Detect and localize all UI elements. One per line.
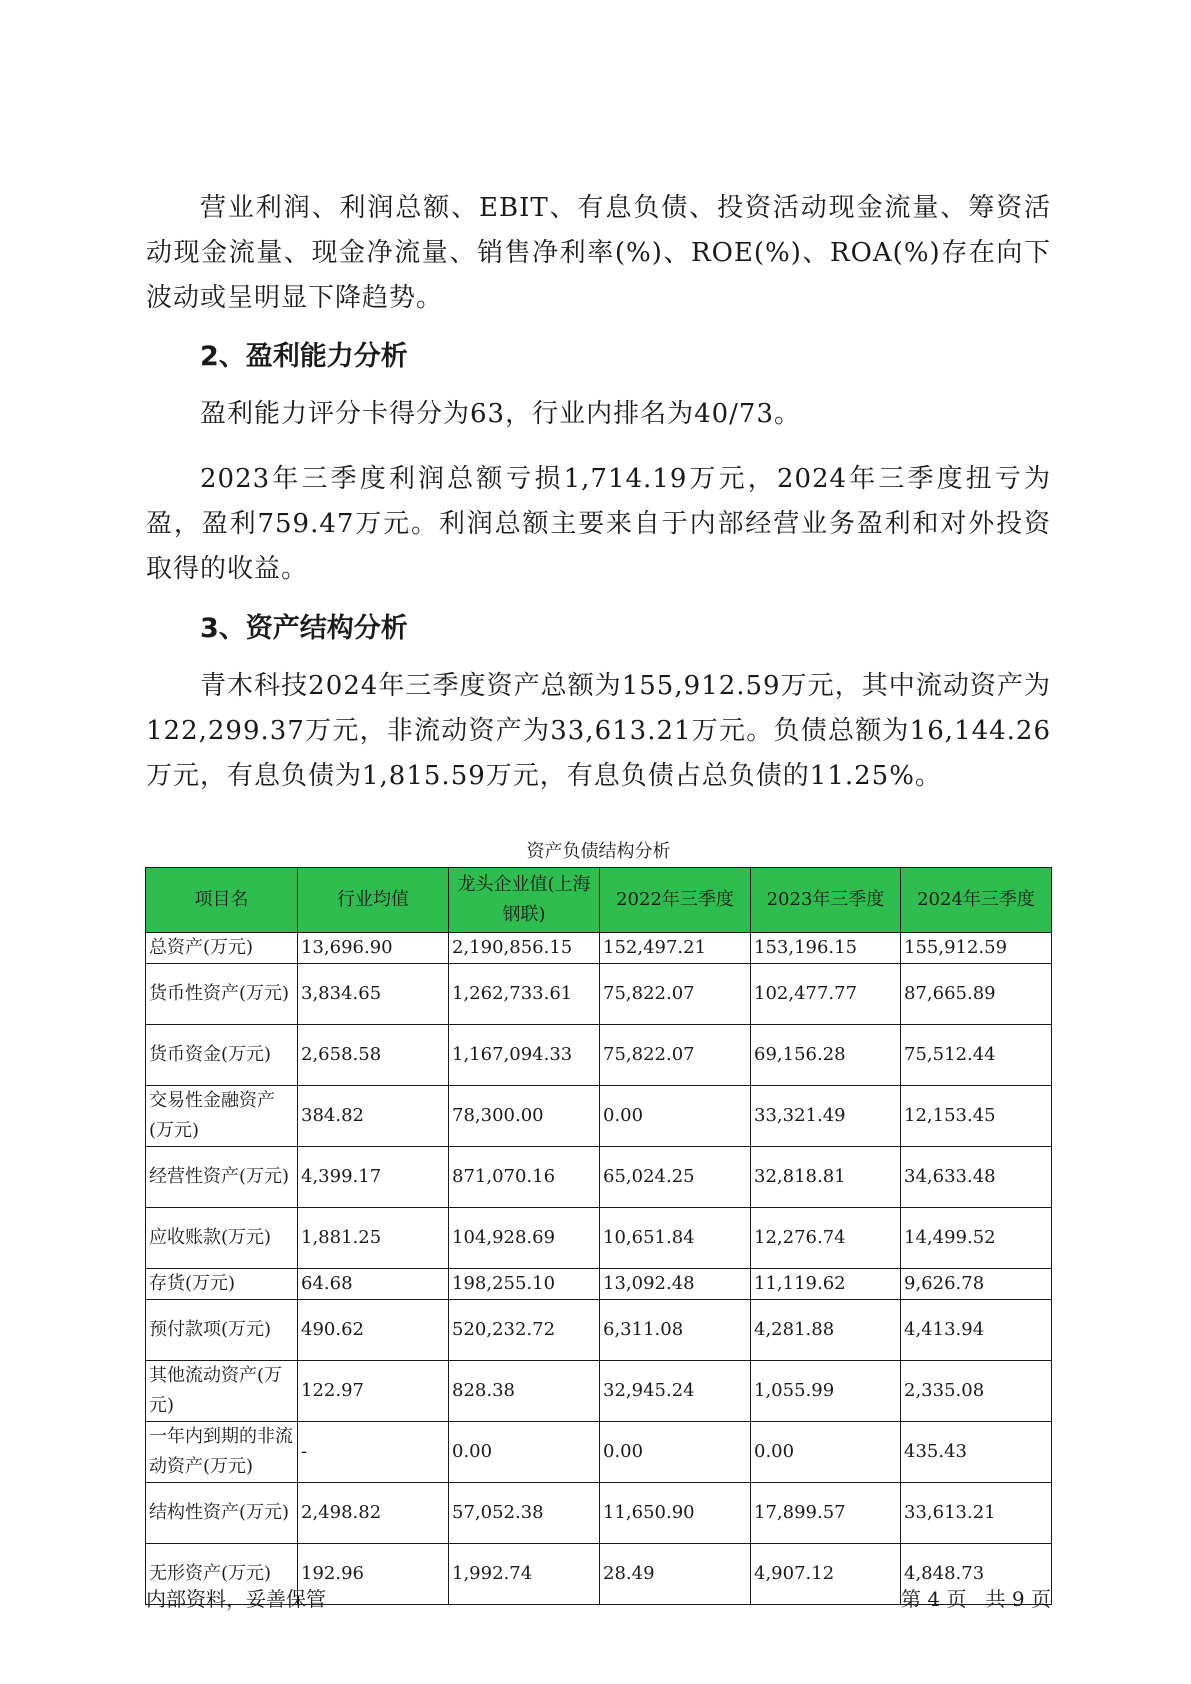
table-cell: 6,311.08	[600, 1300, 751, 1361]
table-cell: 2,335.08	[901, 1361, 1052, 1422]
heading-asset-structure: 3、资产结构分析	[200, 613, 408, 644]
table-header-row	[146, 868, 1052, 933]
table-cell: 828.38	[449, 1361, 600, 1422]
table-cell: 9,626.78	[901, 1269, 1052, 1300]
table-cell: 3,834.65	[298, 964, 449, 1025]
table-cell: 87,665.89	[901, 964, 1052, 1025]
row-label: 货币资金(万元)	[146, 1025, 298, 1086]
table-cell: 13,092.48	[600, 1269, 751, 1300]
table-cell: 17,899.57	[751, 1483, 901, 1544]
footer-confidential: 内部资料，妥善保管	[146, 1587, 326, 1611]
table-cell: 11,650.90	[600, 1483, 751, 1544]
paragraph-score: 盈利能力评分卡得分为63，行业内排名为40/73。	[200, 399, 802, 429]
table-cell: 13,696.90	[298, 933, 449, 964]
footer-page-number: 第 4 页 共 9 页	[901, 1587, 1051, 1611]
table-cell: 152,497.21	[600, 933, 751, 964]
table-cell: 12,276.74	[751, 1208, 901, 1269]
table-cell: 0.00	[751, 1422, 901, 1483]
table-cell: 435.43	[901, 1422, 1052, 1483]
column-header: 行业均值	[298, 868, 449, 933]
table-cell: 75,822.07	[600, 1025, 751, 1086]
table-caption: 资产负债结构分析	[526, 841, 671, 862]
table-cell: 871,070.16	[449, 1147, 600, 1208]
table-cell: 2,190,856.15	[449, 933, 600, 964]
table-cell: 33,321.49	[751, 1086, 901, 1147]
table-cell: 65,024.25	[600, 1147, 751, 1208]
table-cell: 57,052.38	[449, 1483, 600, 1544]
table-cell: 32,945.24	[600, 1361, 751, 1422]
table-row	[146, 1269, 1052, 1300]
table-cell: -	[298, 1422, 449, 1483]
row-label: 交易性金融资产(万元)	[146, 1086, 298, 1147]
column-header: 2023年三季度	[751, 868, 901, 933]
table-cell: 0.00	[600, 1086, 751, 1147]
table-cell: 4,848.73	[901, 1544, 1052, 1605]
table-cell: 104,928.69	[449, 1208, 600, 1269]
table-cell: 78,300.00	[449, 1086, 600, 1147]
table-cell: 75,512.44	[901, 1025, 1052, 1086]
paragraph-trend: 营业利润、利润总额、EBIT、有息负债、投资活动现金流量、筹资活动现金流量、现金净流量、销售净利率(%)、ROE(%)、ROA(%)存在向下波动或呈明显下降趋势。	[146, 193, 1051, 313]
table-cell: 4,281.88	[751, 1300, 901, 1361]
row-label: 结构性资产(万元)	[146, 1483, 298, 1544]
table-cell: 155,912.59	[901, 933, 1052, 964]
table-row	[146, 1208, 1052, 1269]
row-label: 总资产(万元)	[146, 933, 298, 964]
table-cell: 2,658.58	[298, 1025, 449, 1086]
table-row	[146, 933, 1052, 964]
table-cell: 192.96	[298, 1544, 449, 1605]
table-cell: 0.00	[600, 1422, 751, 1483]
table-cell: 102,477.77	[751, 964, 901, 1025]
table-cell: 14,499.52	[901, 1208, 1052, 1269]
paragraph-profit: 2023年三季度利润总额亏损1,714.19万元，2024年三季度扭亏为盈，盈利759.47万元。利润总额主要来自于内部经营业务盈利和对外投资取得的收益。	[146, 464, 1051, 584]
row-label: 其他流动资产(万元)	[146, 1361, 298, 1422]
table-cell: 4,413.94	[901, 1300, 1052, 1361]
table-cell: 1,262,733.61	[449, 964, 600, 1025]
row-label: 经营性资产(万元)	[146, 1147, 298, 1208]
table-cell: 12,153.45	[901, 1086, 1052, 1147]
table-cell: 75,822.07	[600, 964, 751, 1025]
table-row	[146, 1147, 1052, 1208]
table-body	[146, 933, 1052, 1605]
table-cell: 32,818.81	[751, 1147, 901, 1208]
table-cell: 122.97	[298, 1361, 449, 1422]
heading-profitability: 2、盈利能力分析	[200, 341, 408, 372]
table-cell: 1,992.74	[449, 1544, 600, 1605]
row-label: 无形资产(万元)	[146, 1544, 298, 1605]
table-header	[146, 868, 1052, 933]
column-header: 项目名	[146, 868, 298, 933]
table-cell: 1,055.99	[751, 1361, 901, 1422]
table-cell: 198,255.10	[449, 1269, 600, 1300]
table-row	[146, 1483, 1052, 1544]
column-header: 龙头企业值(上海钢联)	[449, 868, 600, 933]
paragraph-assets: 青木科技2024年三季度资产总额为155,912.59万元，其中流动资产为122,299.37万元，非流动资产为33,613.21万元。负债总额为16,144.26万元，有息负债为1,815.59万元，有息负债占总负债的11.25%。	[146, 671, 1051, 791]
balance-sheet-table	[145, 867, 1052, 1605]
table-cell: 0.00	[449, 1422, 600, 1483]
row-label: 存货(万元)	[146, 1269, 298, 1300]
table-row	[146, 964, 1052, 1025]
table-cell: 153,196.15	[751, 933, 901, 964]
table-row	[146, 1361, 1052, 1422]
table-cell: 69,156.28	[751, 1025, 901, 1086]
table-cell: 1,167,094.33	[449, 1025, 600, 1086]
table-cell: 64.68	[298, 1269, 449, 1300]
table-cell: 384.82	[298, 1086, 449, 1147]
row-label: 应收账款(万元)	[146, 1208, 298, 1269]
table-row	[146, 1086, 1052, 1147]
row-label: 一年内到期的非流动资产(万元)	[146, 1422, 298, 1483]
table-cell: 2,498.82	[298, 1483, 449, 1544]
table-cell: 4,399.17	[298, 1147, 449, 1208]
table-cell: 1,881.25	[298, 1208, 449, 1269]
table-cell: 28.49	[600, 1544, 751, 1605]
row-label: 货币性资产(万元)	[146, 964, 298, 1025]
column-header: 2022年三季度	[600, 868, 751, 933]
row-label: 预付款项(万元)	[146, 1300, 298, 1361]
table-cell: 10,651.84	[600, 1208, 751, 1269]
table-row	[146, 1300, 1052, 1361]
table-cell: 34,633.48	[901, 1147, 1052, 1208]
table-row	[146, 1025, 1052, 1086]
table-cell: 520,232.72	[449, 1300, 600, 1361]
table-row	[146, 1422, 1052, 1483]
table-cell: 33,613.21	[901, 1483, 1052, 1544]
table-cell: 11,119.62	[751, 1269, 901, 1300]
column-header: 2024年三季度	[901, 868, 1052, 933]
table-cell: 4,907.12	[751, 1544, 901, 1605]
table-cell: 490.62	[298, 1300, 449, 1361]
